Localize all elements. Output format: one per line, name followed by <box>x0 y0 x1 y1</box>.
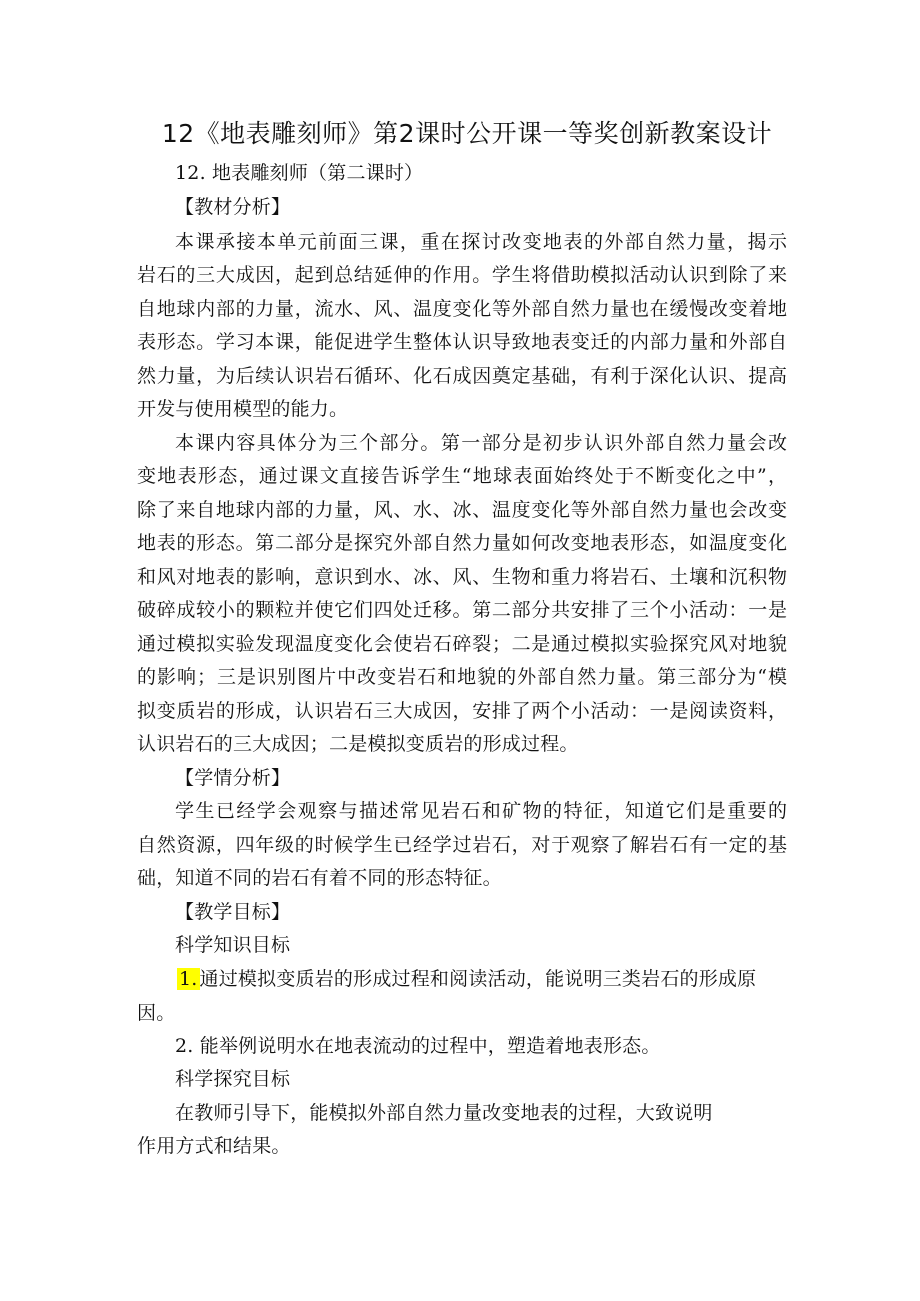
goal-item-2: 2. 能举例说明水在地表流动的过程中，塑造着地表形态。 <box>175 1035 661 1057</box>
material-p2-line-9: 拟变质岩的形成，认识岩石三大成因，安排了两个小活动：一是阅读资料， <box>137 700 787 722</box>
inquiry-goal-line-2: 作用方式和结果。 <box>137 1135 291 1157</box>
document-title: 12《地表雕刻师》第2课时公开课一等奖创新教案设计 <box>161 119 773 148</box>
material-p1-line-6: 开发与使用模型的能力。 <box>137 398 349 420</box>
material-p1-line-5: 然力量，为后续认识岩石循环、化石成因奠定基础，有利于深化认识、提高 <box>137 365 787 387</box>
material-p2-line-8: 的影响；三是识别图片中改变岩石和地貌的外部自然力量。第三部分为“模 <box>137 666 787 688</box>
students-p1-line-2: 自然资源，四年级的时候学生已经学过岩石，对于观察了解岩石有一定的基 <box>137 834 787 856</box>
material-p1-line-1: 本课承接本单元前面三课，重在探讨改变地表的外部自然力量，揭示 <box>175 231 787 253</box>
goal-item-1-text: 通过模拟变质岩的形成过程和阅读活动，能说明三类岩石的形成原 <box>199 968 757 990</box>
goal-item-1-line-2: 因。 <box>137 1002 176 1024</box>
material-p2-line-6: 破碎成较小的颗粒并使它们四处迁移。第二部分共安排了三个小活动：一是 <box>137 599 787 621</box>
material-p2-line-4: 地表的形态。第二部分是探究外部自然力量如何改变地表形态，如温度变化 <box>137 532 787 554</box>
material-p2-line-1: 本课内容具体分为三个部分。第一部分是初步认识外部自然力量会改 <box>175 432 787 454</box>
lesson-subtitle: 12. 地表雕刻师（第二课时） <box>175 162 424 184</box>
material-p2-line-7: 通过模拟实验发现温度变化会使岩石碎裂；二是通过模拟实验探究风对地貌 <box>137 633 787 655</box>
goal-item-1-line-1 <box>177 964 756 994</box>
material-p1-line-4: 表形态。学习本课，能促进学生整体认识导致地表变迁的内部力量和外部自 <box>137 331 787 353</box>
material-p2-line-10: 认识岩石的三大成因；二是模拟变质岩的形成过程。 <box>137 733 579 755</box>
material-p2-line-5: 和风对地表的影响，意识到水、冰、风、生物和重力将岩石、土壤和沉积物 <box>137 566 787 588</box>
students-p1-line-1: 学生已经学会观察与描述常见岩石和矿物的特征，知道它们是重要的 <box>175 800 787 822</box>
highlighted-item-number: 1. <box>179 968 198 990</box>
material-p2-line-3: 除了来自地球内部的力量，风、水、冰、温度变化等外部自然力量也会改变 <box>137 499 787 521</box>
knowledge-goal-heading: 科学知识目标 <box>175 934 291 956</box>
students-p1-line-3: 础，知道不同的岩石有着不同的形态特征。 <box>137 867 502 889</box>
heading-student-analysis: 【学情分析】 <box>175 767 291 789</box>
heading-material-analysis: 【教材分析】 <box>175 196 291 218</box>
material-p1-line-2: 岩石的三大成因，起到总结延伸的作用。学生将借助模拟活动认识到除了来 <box>137 264 787 286</box>
material-p2-line-2: 变地表形态，通过课文直接告诉学生“地球表面始终处于不断变化之中”， <box>137 465 787 487</box>
material-p1-line-3: 自地球内部的力量，流水、风、温度变化等外部自然力量也在缓慢改变着地 <box>137 298 787 320</box>
inquiry-goal-line-1: 在教师引导下，能模拟外部自然力量改变地表的过程，大致说明 <box>175 1102 713 1124</box>
inquiry-goal-heading: 科学探究目标 <box>175 1068 291 1090</box>
heading-teaching-goals: 【教学目标】 <box>175 901 291 923</box>
